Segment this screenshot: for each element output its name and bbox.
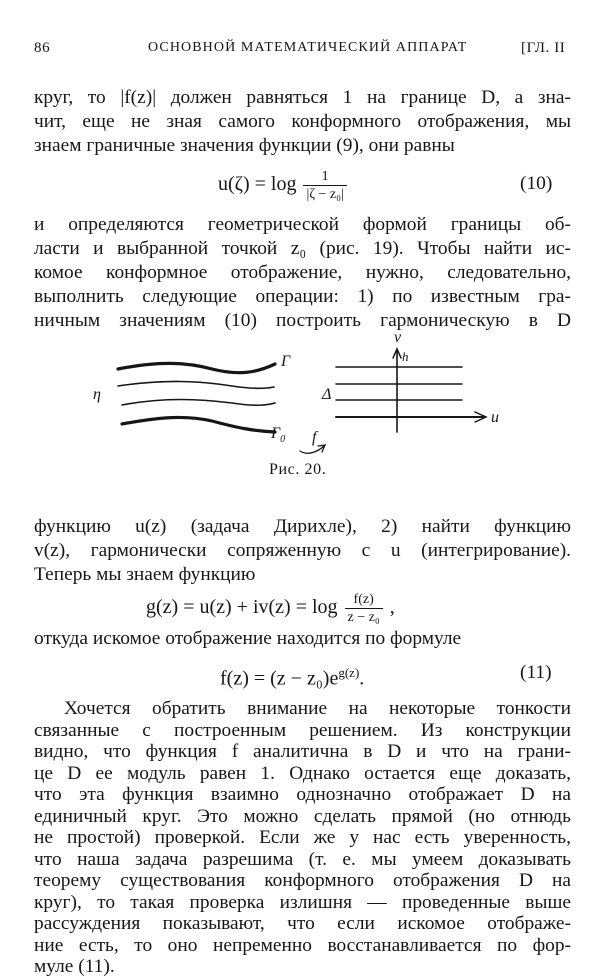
text-line: комое конформное отображение, нужно, следовательно, xyxy=(34,262,571,283)
text-line: выполнить следующие операции: 1) по известным гра- xyxy=(34,286,571,307)
text-line: связанные с построенным решением. Из конструкции xyxy=(34,719,571,741)
text-line: ние есть, то оно непременно восстанавливается по фор- xyxy=(34,934,571,956)
text-line: видно, что функция f аналитична в D и что на грани- xyxy=(34,741,571,762)
text-line: теорему существования конформного отображения D на xyxy=(34,870,571,891)
fraction-numerator: f(z) xyxy=(353,592,374,607)
label-delta: Δ xyxy=(322,386,332,403)
label-eta: η xyxy=(93,386,101,403)
equation-number: (11) xyxy=(520,662,552,683)
fraction-denominator: z − z₀ xyxy=(345,608,383,626)
equation-period: . xyxy=(359,667,365,690)
text-line: откуда искомое отображение находится по формуле xyxy=(34,628,462,649)
text-line: рассуждения показывают, что если искомое отображе- xyxy=(34,913,571,934)
text-line: круг), то такая проверка излишня — проведенные выше xyxy=(34,891,571,913)
running-title: ОСНОВНОЙ МАТЕМАТИЧЕСКИЙ АППАРАТ xyxy=(148,40,468,55)
text-line: v(z), гармонически сопряженную с u (интегрирование). xyxy=(34,540,571,561)
text-line: единичный круг. Это можно сделать прямой (но отнюдь xyxy=(34,805,571,827)
boundary-gamma-curve xyxy=(118,363,275,372)
text-line: ничным значениям (10) построить гармоническую в D xyxy=(34,310,571,331)
equation-lhs: g(z) = u(z) + iv(z) = log xyxy=(146,596,338,619)
boundary-gamma0-curve xyxy=(122,417,275,432)
equation-11 xyxy=(220,661,364,691)
text-line: круг, то |f(z)| должен равняться 1 на границе D, а зна- xyxy=(34,87,571,108)
strip-line-upper xyxy=(118,381,274,388)
text-line: что эта функция взаимно однозначно отображает D на xyxy=(34,784,571,805)
mapping-arrow-f xyxy=(300,445,325,453)
chapter-label: [ГЛ. II xyxy=(521,40,566,56)
text-line: Хочется обратить внимание на некоторые тонкости xyxy=(64,698,571,719)
equation-lhs: f(z) = (z − z₀)e xyxy=(220,667,339,690)
equation-lhs: u(ζ) = log xyxy=(218,173,297,196)
label-u: u xyxy=(491,409,499,426)
text-line: не простой) проверкой. Если же у нас есть уверенность, xyxy=(34,827,571,848)
equation-number: (10) xyxy=(520,173,553,194)
text-line: что наша задача разрешима (т. е. мы умеем доказывать xyxy=(34,848,571,870)
text-line: чит, еще не зная самого конформного отображения, мы xyxy=(34,111,571,132)
fraction-numerator: 1 xyxy=(321,169,329,184)
text-line: знаем граничные значения функции (9), они равны xyxy=(34,135,455,156)
text-line: функцию u(z) (задача Дирихле), 2) найти функцию xyxy=(34,516,571,537)
strip-line-lower xyxy=(122,400,275,406)
text-line: це D ее модуль равен 1. Однако остается еще доказать, xyxy=(34,762,571,784)
label-f: f xyxy=(312,429,317,446)
fraction xyxy=(345,591,383,626)
text-line: Теперь мы знаем функцию xyxy=(34,564,256,585)
page-number: 86 xyxy=(34,40,51,56)
fraction-denominator: |ζ − z₀| xyxy=(303,185,346,203)
label-gamma0: $\Gamma_0$ xyxy=(271,425,286,446)
figure-caption: Рис. 20. xyxy=(269,461,327,478)
label-h: h xyxy=(402,349,409,364)
equation-g xyxy=(146,591,395,626)
text-line: ласти и выбранной точкой z₀ (рис. 19). Чтобы найти ис- xyxy=(34,238,571,259)
label-gamma: Γ xyxy=(281,353,291,370)
label-v: v xyxy=(394,329,402,346)
text-line: муле (11). xyxy=(34,956,115,977)
text-line: и определяются геометрической формой границы об- xyxy=(34,214,571,235)
equation-exponent: g(z) xyxy=(338,665,360,680)
equation-comma: , xyxy=(389,596,395,619)
